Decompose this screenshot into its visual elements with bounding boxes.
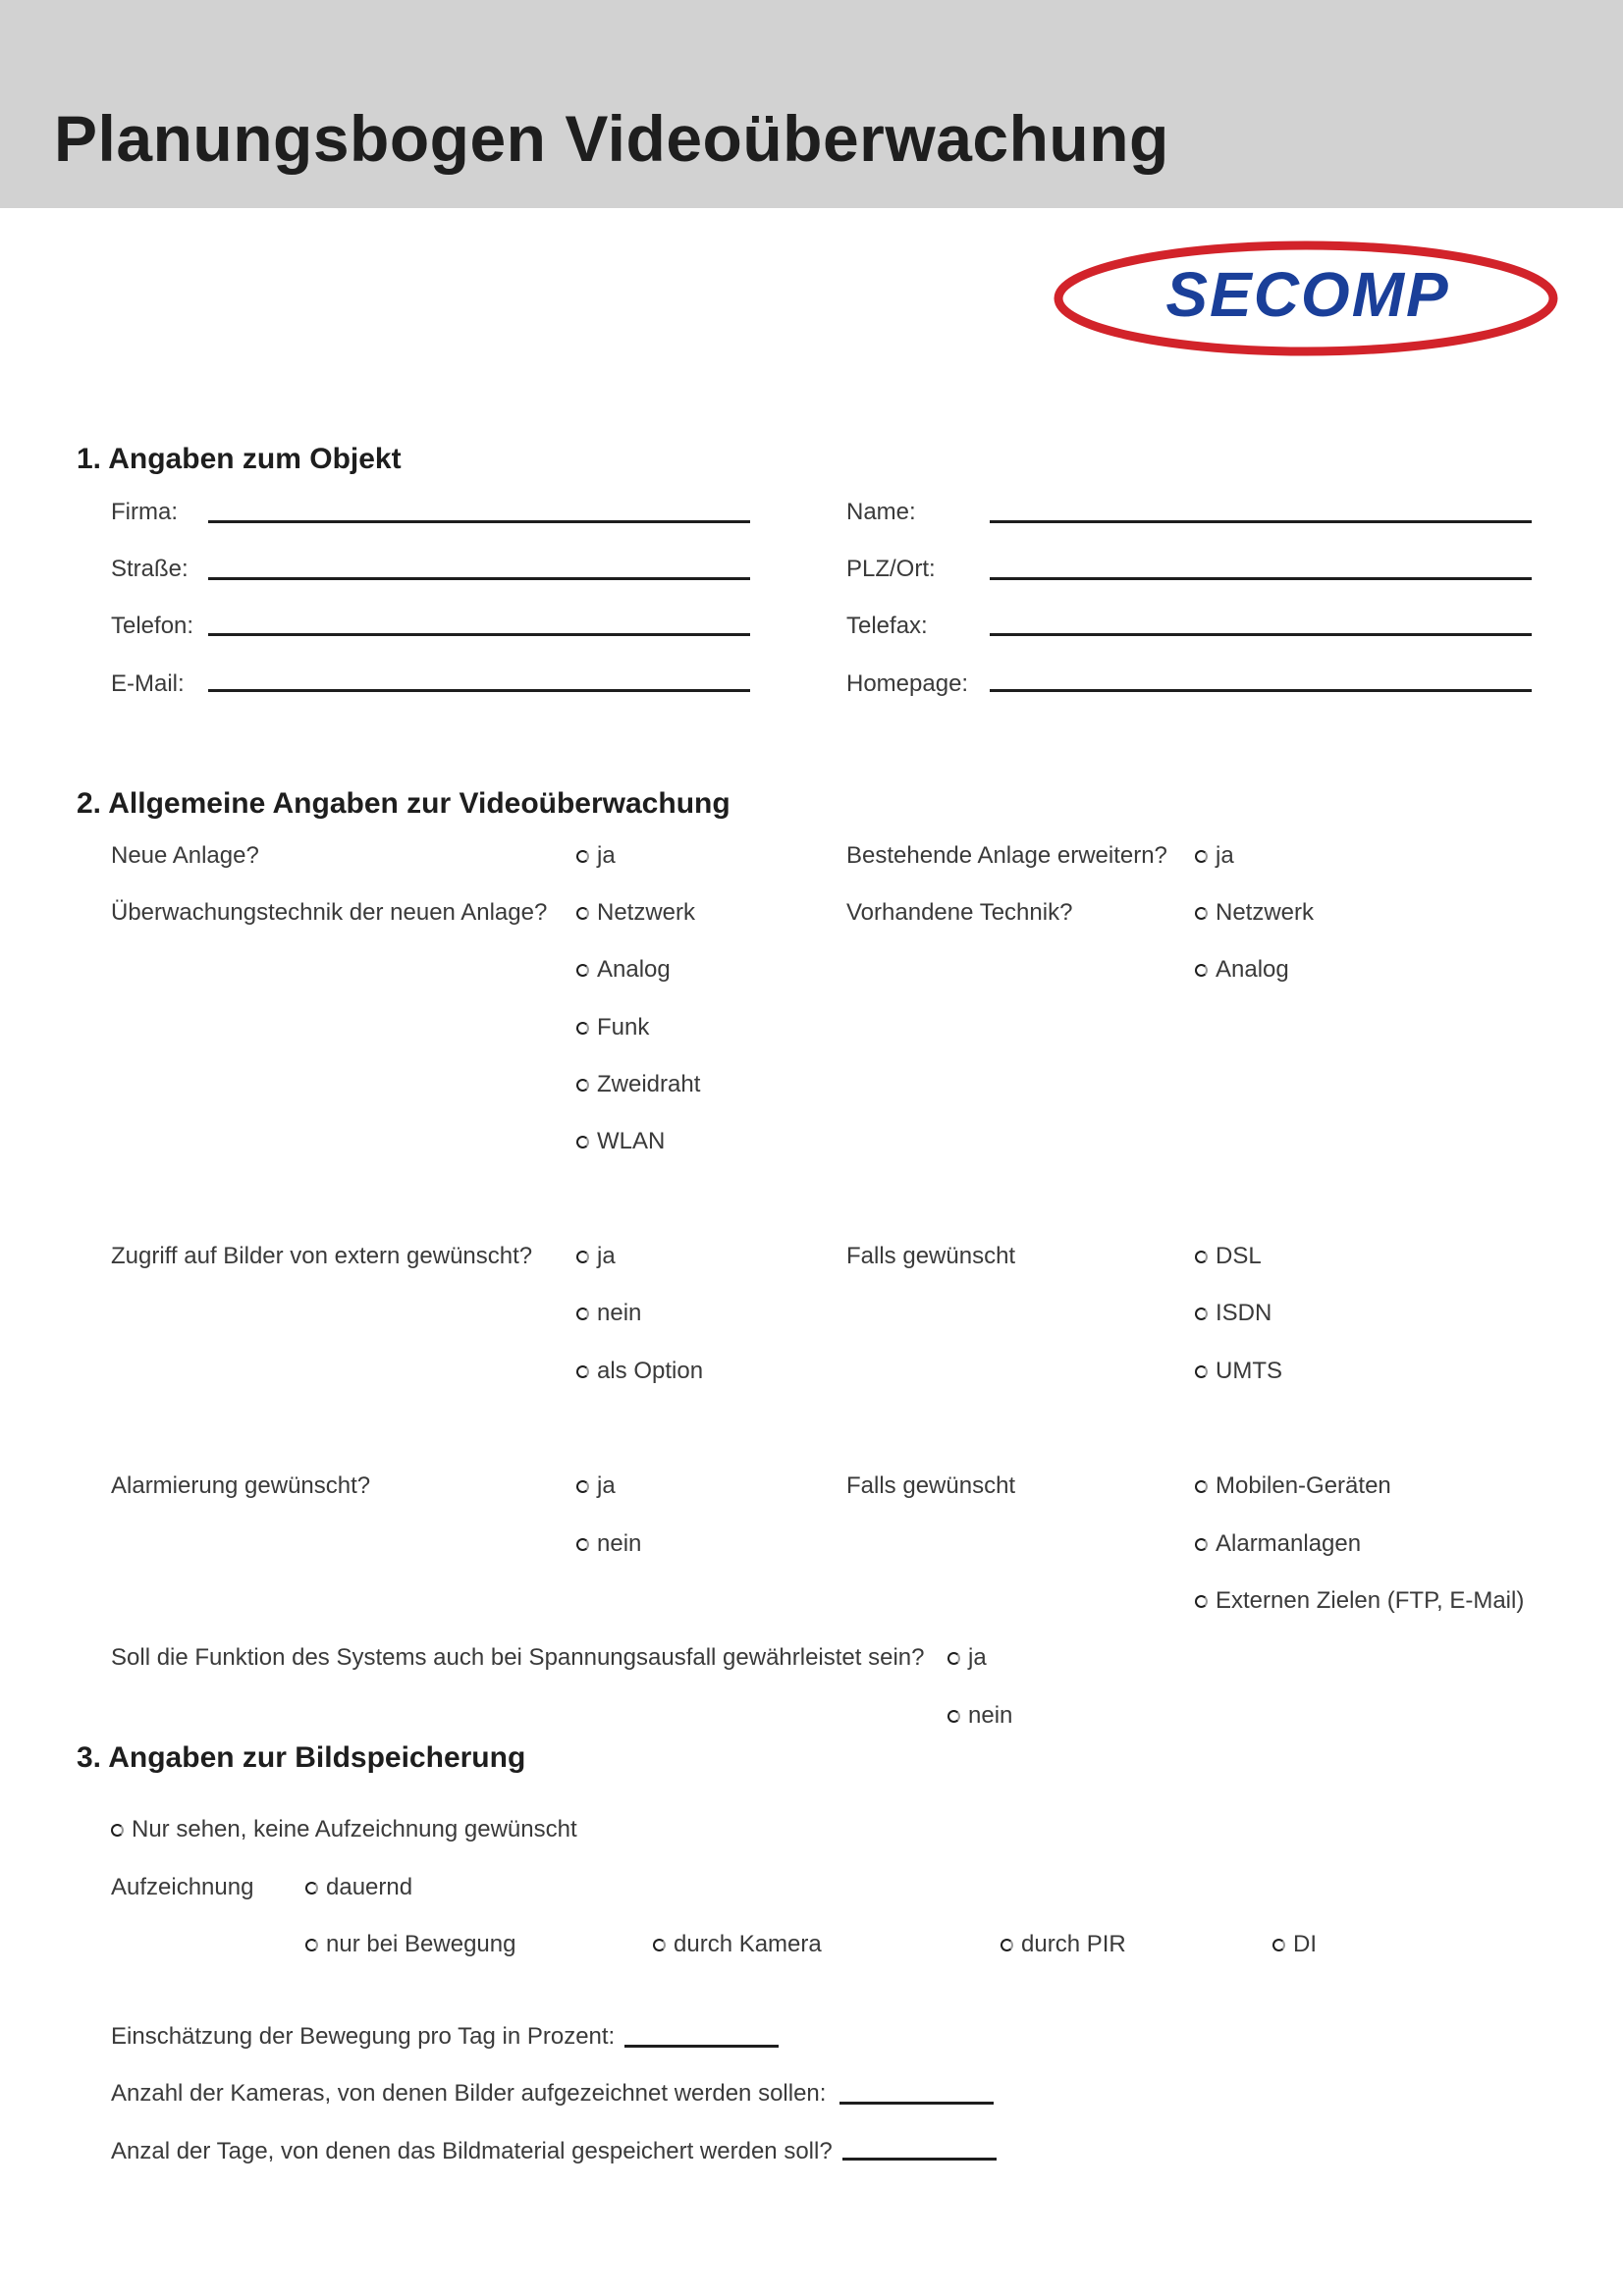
- radio-circle-icon: [653, 1939, 666, 1951]
- radio-circle-icon: [947, 1710, 960, 1723]
- radio-circle-icon: [1272, 1939, 1285, 1951]
- anzahl-kameras-input-line[interactable]: [839, 2102, 994, 2105]
- question-bestehende-anlage: Bestehende Anlage erweitern?: [846, 842, 1167, 869]
- strasse-input-line[interactable]: [208, 577, 750, 580]
- radio-circle-icon: [576, 964, 589, 977]
- radio-circle-icon: [1195, 850, 1208, 863]
- question-alarmierung: Alarmierung gewünscht?: [111, 1472, 371, 1499]
- field-label-firma: Firma:: [111, 499, 178, 525]
- radio-circle-icon: [1195, 907, 1208, 920]
- option-aufzeichnung-pir[interactable]: durch PIR: [1001, 1933, 1126, 1956]
- homepage-input-line[interactable]: [990, 689, 1532, 692]
- question-technik-neu: Überwachungstechnik der neuen Anlage?: [111, 899, 548, 926]
- option-technik-neu-zweidraht[interactable]: Zweidraht: [576, 1073, 700, 1096]
- question-zugriff: Zugriff auf Bilder von extern gewünscht?: [111, 1243, 533, 1269]
- label-einschaetzung: Einschätzung der Bewegung pro Tag in Prozent:: [111, 2023, 616, 2050]
- header-bar: [0, 0, 1623, 208]
- radio-circle-icon: [576, 1136, 589, 1148]
- radio-circle-icon: [1195, 1308, 1208, 1320]
- option-zugriff-als-option[interactable]: als Option: [576, 1360, 703, 1383]
- option-zugriff-ja[interactable]: ja: [576, 1245, 616, 1268]
- option-zugriff-isdn[interactable]: ISDN: [1195, 1302, 1271, 1325]
- radio-circle-icon: [1001, 1939, 1013, 1951]
- question-technik-vorhanden: Vorhandene Technik?: [846, 899, 1073, 926]
- option-aufzeichnung-kamera[interactable]: durch Kamera: [653, 1933, 822, 1956]
- einschaetzung-input-line[interactable]: [624, 2045, 779, 2048]
- radio-circle-icon: [305, 1882, 318, 1895]
- radio-circle-icon: [576, 1022, 589, 1035]
- option-spannung-nein[interactable]: nein: [947, 1704, 1012, 1728]
- section1-heading: 1. Angaben zum Objekt: [77, 443, 402, 475]
- option-alarm-alarmanlagen[interactable]: Alarmanlagen: [1195, 1532, 1361, 1556]
- radio-circle-icon: [576, 1480, 589, 1493]
- option-zugriff-dsl[interactable]: DSL: [1195, 1245, 1262, 1268]
- option-vorhanden-netzwerk[interactable]: Netzwerk: [1195, 901, 1314, 925]
- radio-circle-icon: [576, 850, 589, 863]
- field-label-email: E-Mail:: [111, 670, 185, 697]
- radio-circle-icon: [1195, 964, 1208, 977]
- option-technik-neu-funk[interactable]: Funk: [576, 1016, 649, 1040]
- radio-circle-icon: [576, 1538, 589, 1551]
- option-aufzeichnung-di[interactable]: DI: [1272, 1933, 1317, 1956]
- radio-circle-icon: [576, 1365, 589, 1378]
- option-technik-neu-wlan[interactable]: WLAN: [576, 1130, 665, 1153]
- option-zugriff-nein[interactable]: nein: [576, 1302, 641, 1325]
- radio-circle-icon: [1195, 1595, 1208, 1608]
- radio-circle-icon: [576, 907, 589, 920]
- name-input-line[interactable]: [990, 520, 1532, 523]
- option-alarm-mobilen-geraeten[interactable]: Mobilen-Geräten: [1195, 1474, 1391, 1498]
- option-aufzeichnung-bewegung[interactable]: nur bei Bewegung: [305, 1933, 515, 1956]
- radio-circle-icon: [947, 1652, 960, 1665]
- section3-heading: 3. Angaben zur Bildspeicherung: [77, 1741, 526, 1774]
- option-spannung-ja[interactable]: ja: [947, 1646, 987, 1670]
- radio-circle-icon: [576, 1308, 589, 1320]
- option-aufzeichnung-dauernd[interactable]: dauernd: [305, 1876, 412, 1899]
- option-alarm-nein[interactable]: nein: [576, 1532, 641, 1556]
- option-nur-sehen[interactable]: Nur sehen, keine Aufzeichnung gewünscht: [111, 1818, 577, 1842]
- label-anzahl-tage: Anzal der Tage, von denen das Bildmaterial gespeichert werden soll?: [111, 2138, 833, 2164]
- email-input-line[interactable]: [208, 689, 750, 692]
- radio-circle-icon: [1195, 1251, 1208, 1263]
- telefax-input-line[interactable]: [990, 633, 1532, 636]
- radio-circle-icon: [576, 1079, 589, 1092]
- field-label-telefon: Telefon:: [111, 613, 194, 639]
- svg-text:SECOMP: SECOMP: [1165, 259, 1450, 330]
- option-technik-neu-analog[interactable]: Analog: [576, 958, 671, 982]
- telefon-input-line[interactable]: [208, 633, 750, 636]
- section2-heading: 2. Allgemeine Angaben zur Videoüberwachung: [77, 787, 730, 820]
- radio-circle-icon: [1195, 1538, 1208, 1551]
- field-label-name: Name:: [846, 499, 916, 525]
- option-zugriff-umts[interactable]: UMTS: [1195, 1360, 1282, 1383]
- option-vorhanden-analog[interactable]: Analog: [1195, 958, 1289, 982]
- field-label-plz-ort: PLZ/Ort:: [846, 556, 936, 582]
- radio-circle-icon: [1195, 1365, 1208, 1378]
- radio-circle-icon: [305, 1939, 318, 1951]
- option-alarm-externe-ziele[interactable]: Externen Zielen (FTP, E-Mail): [1195, 1589, 1524, 1613]
- question-spannungsausfall: Soll die Funktion des Systems auch bei Spannungsausfall gewährleistet sein?: [111, 1644, 925, 1671]
- radio-circle-icon: [111, 1824, 124, 1837]
- field-label-strasse: Straße:: [111, 556, 189, 582]
- question-alarm-falls: Falls gewünscht: [846, 1472, 1016, 1499]
- field-label-telefax: Telefax:: [846, 613, 928, 639]
- radio-circle-icon: [576, 1251, 589, 1263]
- firma-input-line[interactable]: [208, 520, 750, 523]
- option-alarm-ja[interactable]: ja: [576, 1474, 616, 1498]
- secomp-logo: [1051, 238, 1561, 360]
- anzahl-tage-input-line[interactable]: [842, 2158, 997, 2161]
- field-label-homepage: Homepage:: [846, 670, 969, 697]
- label-anzahl-kameras: Anzahl der Kameras, von denen Bilder aufgezeichnet werden sollen:: [111, 2080, 827, 2107]
- label-aufzeichnung: Aufzeichnung: [111, 1874, 254, 1900]
- option-neue-anlage-ja[interactable]: ja: [576, 844, 616, 868]
- option-bestehende-ja[interactable]: ja: [1195, 844, 1234, 868]
- question-neue-anlage: Neue Anlage?: [111, 842, 259, 869]
- question-zugriff-falls: Falls gewünscht: [846, 1243, 1016, 1269]
- radio-circle-icon: [1195, 1480, 1208, 1493]
- page-title: Planungsbogen Videoüberwachung: [54, 102, 1169, 175]
- option-technik-neu-netzwerk[interactable]: Netzwerk: [576, 901, 695, 925]
- plz-ort-input-line[interactable]: [990, 577, 1532, 580]
